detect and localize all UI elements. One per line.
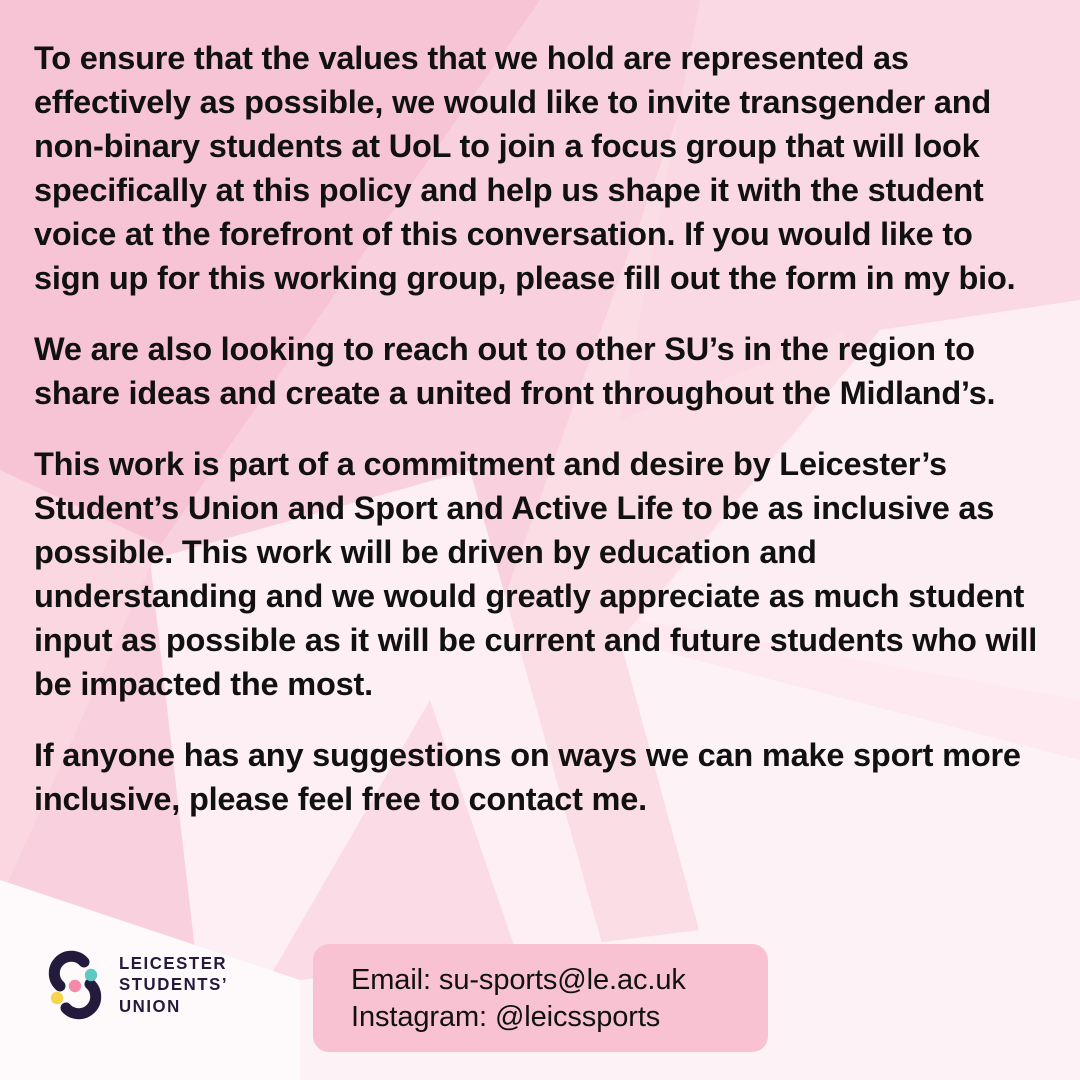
logo-line-union: UNION: [119, 995, 181, 1016]
footer: [0, 930, 1080, 1080]
pink-dot-icon: [69, 980, 81, 992]
logo-wordmark: [119, 952, 233, 1016]
contact-card: [313, 944, 768, 1052]
contact-instagram[interactable]: Instagram: @leicssports: [351, 1001, 661, 1033]
paragraph-4: If anyone has any suggestions on ways we can make sport more inclusive, please feel free to contact me.: [34, 737, 1021, 817]
yellow-dot-icon: [51, 992, 63, 1004]
su-s-mark-icon: [44, 948, 106, 1022]
body-copy: [34, 36, 1046, 821]
paragraph-3: This work is part of a commitment and desire by Leicester’s Student’s Union and Sport and Active Life to be as inclusive as possible. This work will be driven by education and understanding and we would greatly appreciate as much student input as possible as it will be current and future students who will be impacted the most.: [34, 446, 1038, 702]
logo-block: [44, 948, 233, 1022]
contact-email[interactable]: Email: su-sports@le.ac.uk: [351, 964, 686, 996]
teal-dot-icon: [85, 969, 97, 981]
logo-line-students: STUDENTS’: [119, 974, 229, 995]
paragraph-2: We are also looking to reach out to other SU’s in the region to share ideas and create a united front throughout the Midland’s.: [34, 331, 996, 411]
paragraph-1: To ensure that the values that we hold are represented as effectively as possible, we would like to invite transgender and non-binary students at UoL to join a focus group that will look specifically at this policy and help us shape it with the student voice at the forefront of this conversation. If you would like to sign up for this working group, please fill out the form in my bio.: [34, 40, 1016, 296]
logo-line-leicester: LEICESTER: [119, 952, 228, 973]
